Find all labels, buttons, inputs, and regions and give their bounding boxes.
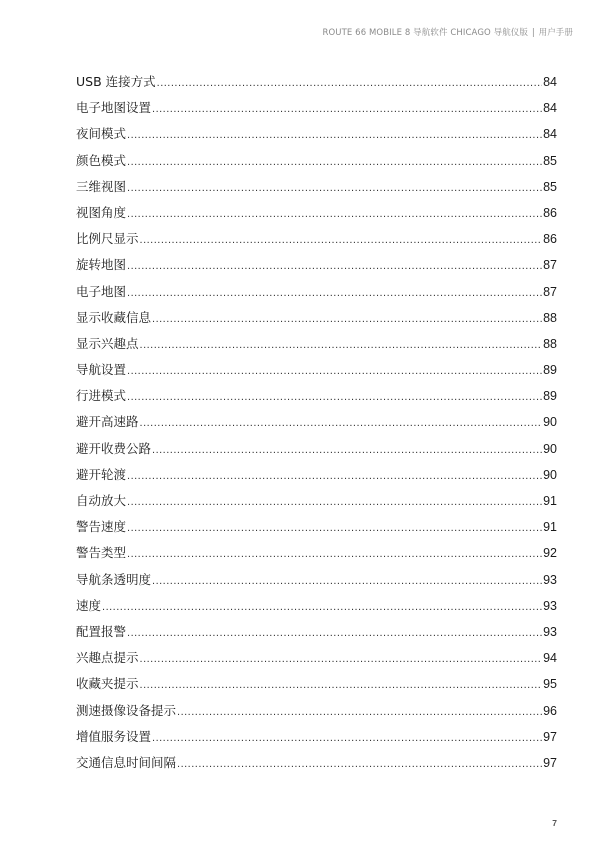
toc-dot-leader (127, 285, 542, 301)
toc-entry-page: 86 (543, 232, 557, 247)
toc-entry-title: 避开高速路 (76, 414, 139, 430)
page-number: 7 (552, 818, 557, 828)
toc-dot-leader (157, 75, 542, 91)
header-separator: | (531, 28, 535, 38)
toc-dot-leader (140, 337, 543, 353)
toc-dot-leader (152, 101, 542, 117)
toc-entry-page: 95 (543, 677, 557, 692)
toc-entry-title: 旋转地图 (76, 257, 127, 273)
toc-entry[interactable] (76, 572, 557, 598)
toc-entry-title: 行进模式 (76, 388, 127, 404)
toc-entry[interactable] (76, 755, 557, 781)
toc-entry[interactable] (76, 729, 557, 755)
toc-entry-title: USB 连接方式 (76, 74, 156, 89)
toc-entry-title: 避开轮渡 (76, 466, 127, 482)
toc-entry-title: 电子地图 (76, 283, 127, 299)
toc-entry-page: 96 (543, 703, 557, 718)
toc-entry[interactable] (76, 100, 557, 126)
toc-entry-title: 夜间模式 (76, 126, 127, 142)
toc-entry-page: 84 (543, 75, 557, 89)
toc-dot-leader (127, 468, 542, 484)
toc-entry[interactable] (76, 179, 557, 205)
toc-entry-title: 警告类型 (76, 545, 127, 561)
toc-entry-page: 90 (543, 467, 557, 482)
toc-entry[interactable] (76, 467, 557, 493)
toc-entry-title: 显示兴趣点 (76, 335, 139, 351)
toc-entry-page: 97 (543, 755, 557, 770)
toc-dot-leader (127, 546, 542, 562)
toc-entry[interactable] (76, 545, 557, 571)
toc-entry-page: 97 (543, 729, 557, 744)
toc-entry-title: 电子地图设置 (76, 100, 152, 116)
toc-dot-leader (127, 206, 542, 222)
toc-entry-page: 92 (543, 546, 557, 561)
toc-entry-page: 89 (543, 389, 557, 404)
toc-entry-page: 90 (543, 415, 557, 430)
toc-entry[interactable] (76, 257, 557, 283)
toc-dot-leader (127, 180, 542, 196)
toc-entry-page: 93 (543, 598, 557, 613)
toc-entry[interactable] (76, 336, 557, 362)
toc-entry-page: 94 (543, 651, 557, 666)
toc-entry-page: 89 (543, 363, 557, 378)
toc-entry-page: 91 (543, 520, 557, 535)
toc-dot-leader (140, 677, 543, 693)
toc-entry-title: 颜色模式 (76, 152, 127, 168)
toc-dot-leader (140, 415, 543, 431)
toc-dot-leader (152, 442, 542, 458)
toc-entry[interactable] (76, 519, 557, 545)
toc-entry-title: 导航设置 (76, 362, 127, 378)
toc-entry[interactable] (76, 231, 557, 257)
toc-entry-title: 配置报警 (76, 623, 127, 639)
toc-entry[interactable] (76, 284, 557, 310)
page-header (323, 26, 574, 38)
toc-entry[interactable] (76, 205, 557, 231)
toc-entry[interactable] (76, 126, 557, 152)
toc-entry-page: 86 (543, 205, 557, 220)
toc-dot-leader (127, 389, 542, 405)
toc-entry[interactable] (76, 310, 557, 336)
toc-dot-leader (140, 232, 543, 248)
toc-entry-title: 比例尺显示 (76, 231, 139, 247)
toc-dot-leader (102, 599, 542, 615)
toc-entry-title: 增值服务设置 (76, 728, 152, 744)
toc-entry[interactable] (76, 676, 557, 702)
toc-entry[interactable] (76, 414, 557, 440)
toc-entry-title: 兴趣点提示 (76, 650, 139, 666)
toc-entry-title: 测速摄像设备提示 (76, 702, 177, 718)
toc-entry-page: 90 (543, 441, 557, 456)
toc-dot-leader (177, 704, 542, 720)
toc-entry-title: 自动放大 (76, 493, 127, 508)
toc-entry-title: 视图角度 (76, 204, 127, 220)
toc-entry-title: 收藏夹提示 (76, 676, 139, 692)
toc-dot-leader (140, 651, 543, 667)
toc-dot-leader (152, 573, 542, 589)
toc-entry[interactable] (76, 624, 557, 650)
toc-entry[interactable] (76, 362, 557, 388)
toc-entry-page: 88 (543, 310, 557, 325)
toc-entry-title: 速度 (76, 597, 102, 613)
toc-entry-page: 84 (543, 127, 557, 142)
toc-entry-page: 84 (543, 101, 557, 116)
toc-entry[interactable] (76, 598, 557, 624)
header-product: ROUTE 66 MOBILE 8 导航软件 CHICAGO 导航仪版 (322, 28, 528, 38)
toc-entry-page: 85 (543, 179, 557, 194)
toc-dot-leader (152, 730, 542, 746)
toc-entry-page: 87 (543, 284, 557, 299)
toc-entry-title: 导航条透明度 (76, 571, 152, 587)
toc-dot-leader (127, 363, 542, 379)
toc-entry-title: 三维视图 (76, 178, 127, 194)
toc-dot-leader (177, 756, 542, 772)
toc-entry[interactable] (76, 388, 557, 414)
toc-dot-leader (127, 625, 542, 641)
toc-entry-page: 93 (543, 624, 557, 639)
toc-entry[interactable] (76, 703, 557, 729)
toc-entry-title: 避开收费公路 (76, 440, 152, 456)
toc-dot-leader (127, 154, 542, 170)
toc-entry-title: 交通信息时间间隔 (76, 754, 177, 770)
toc-entry-page: 91 (543, 494, 557, 508)
toc-entry-title: 显示收藏信息 (76, 309, 152, 325)
table-of-contents (76, 74, 557, 781)
toc-dot-leader (127, 258, 542, 274)
toc-entry-title: 警告速度 (76, 519, 127, 535)
toc-entry-page: 87 (543, 258, 557, 273)
toc-entry[interactable] (76, 493, 557, 519)
toc-entry-page: 88 (543, 336, 557, 351)
toc-dot-leader (127, 494, 542, 510)
toc-entry[interactable] (76, 74, 557, 100)
toc-entry-page: 93 (543, 572, 557, 587)
toc-entry[interactable] (76, 441, 557, 467)
toc-dot-leader (127, 127, 542, 143)
toc-entry[interactable] (76, 153, 557, 179)
toc-dot-leader (152, 311, 542, 327)
header-doc-type: 用户手册 (538, 28, 573, 38)
toc-entry-page: 85 (543, 153, 557, 168)
toc-dot-leader (127, 520, 542, 536)
toc-entry[interactable] (76, 650, 557, 676)
